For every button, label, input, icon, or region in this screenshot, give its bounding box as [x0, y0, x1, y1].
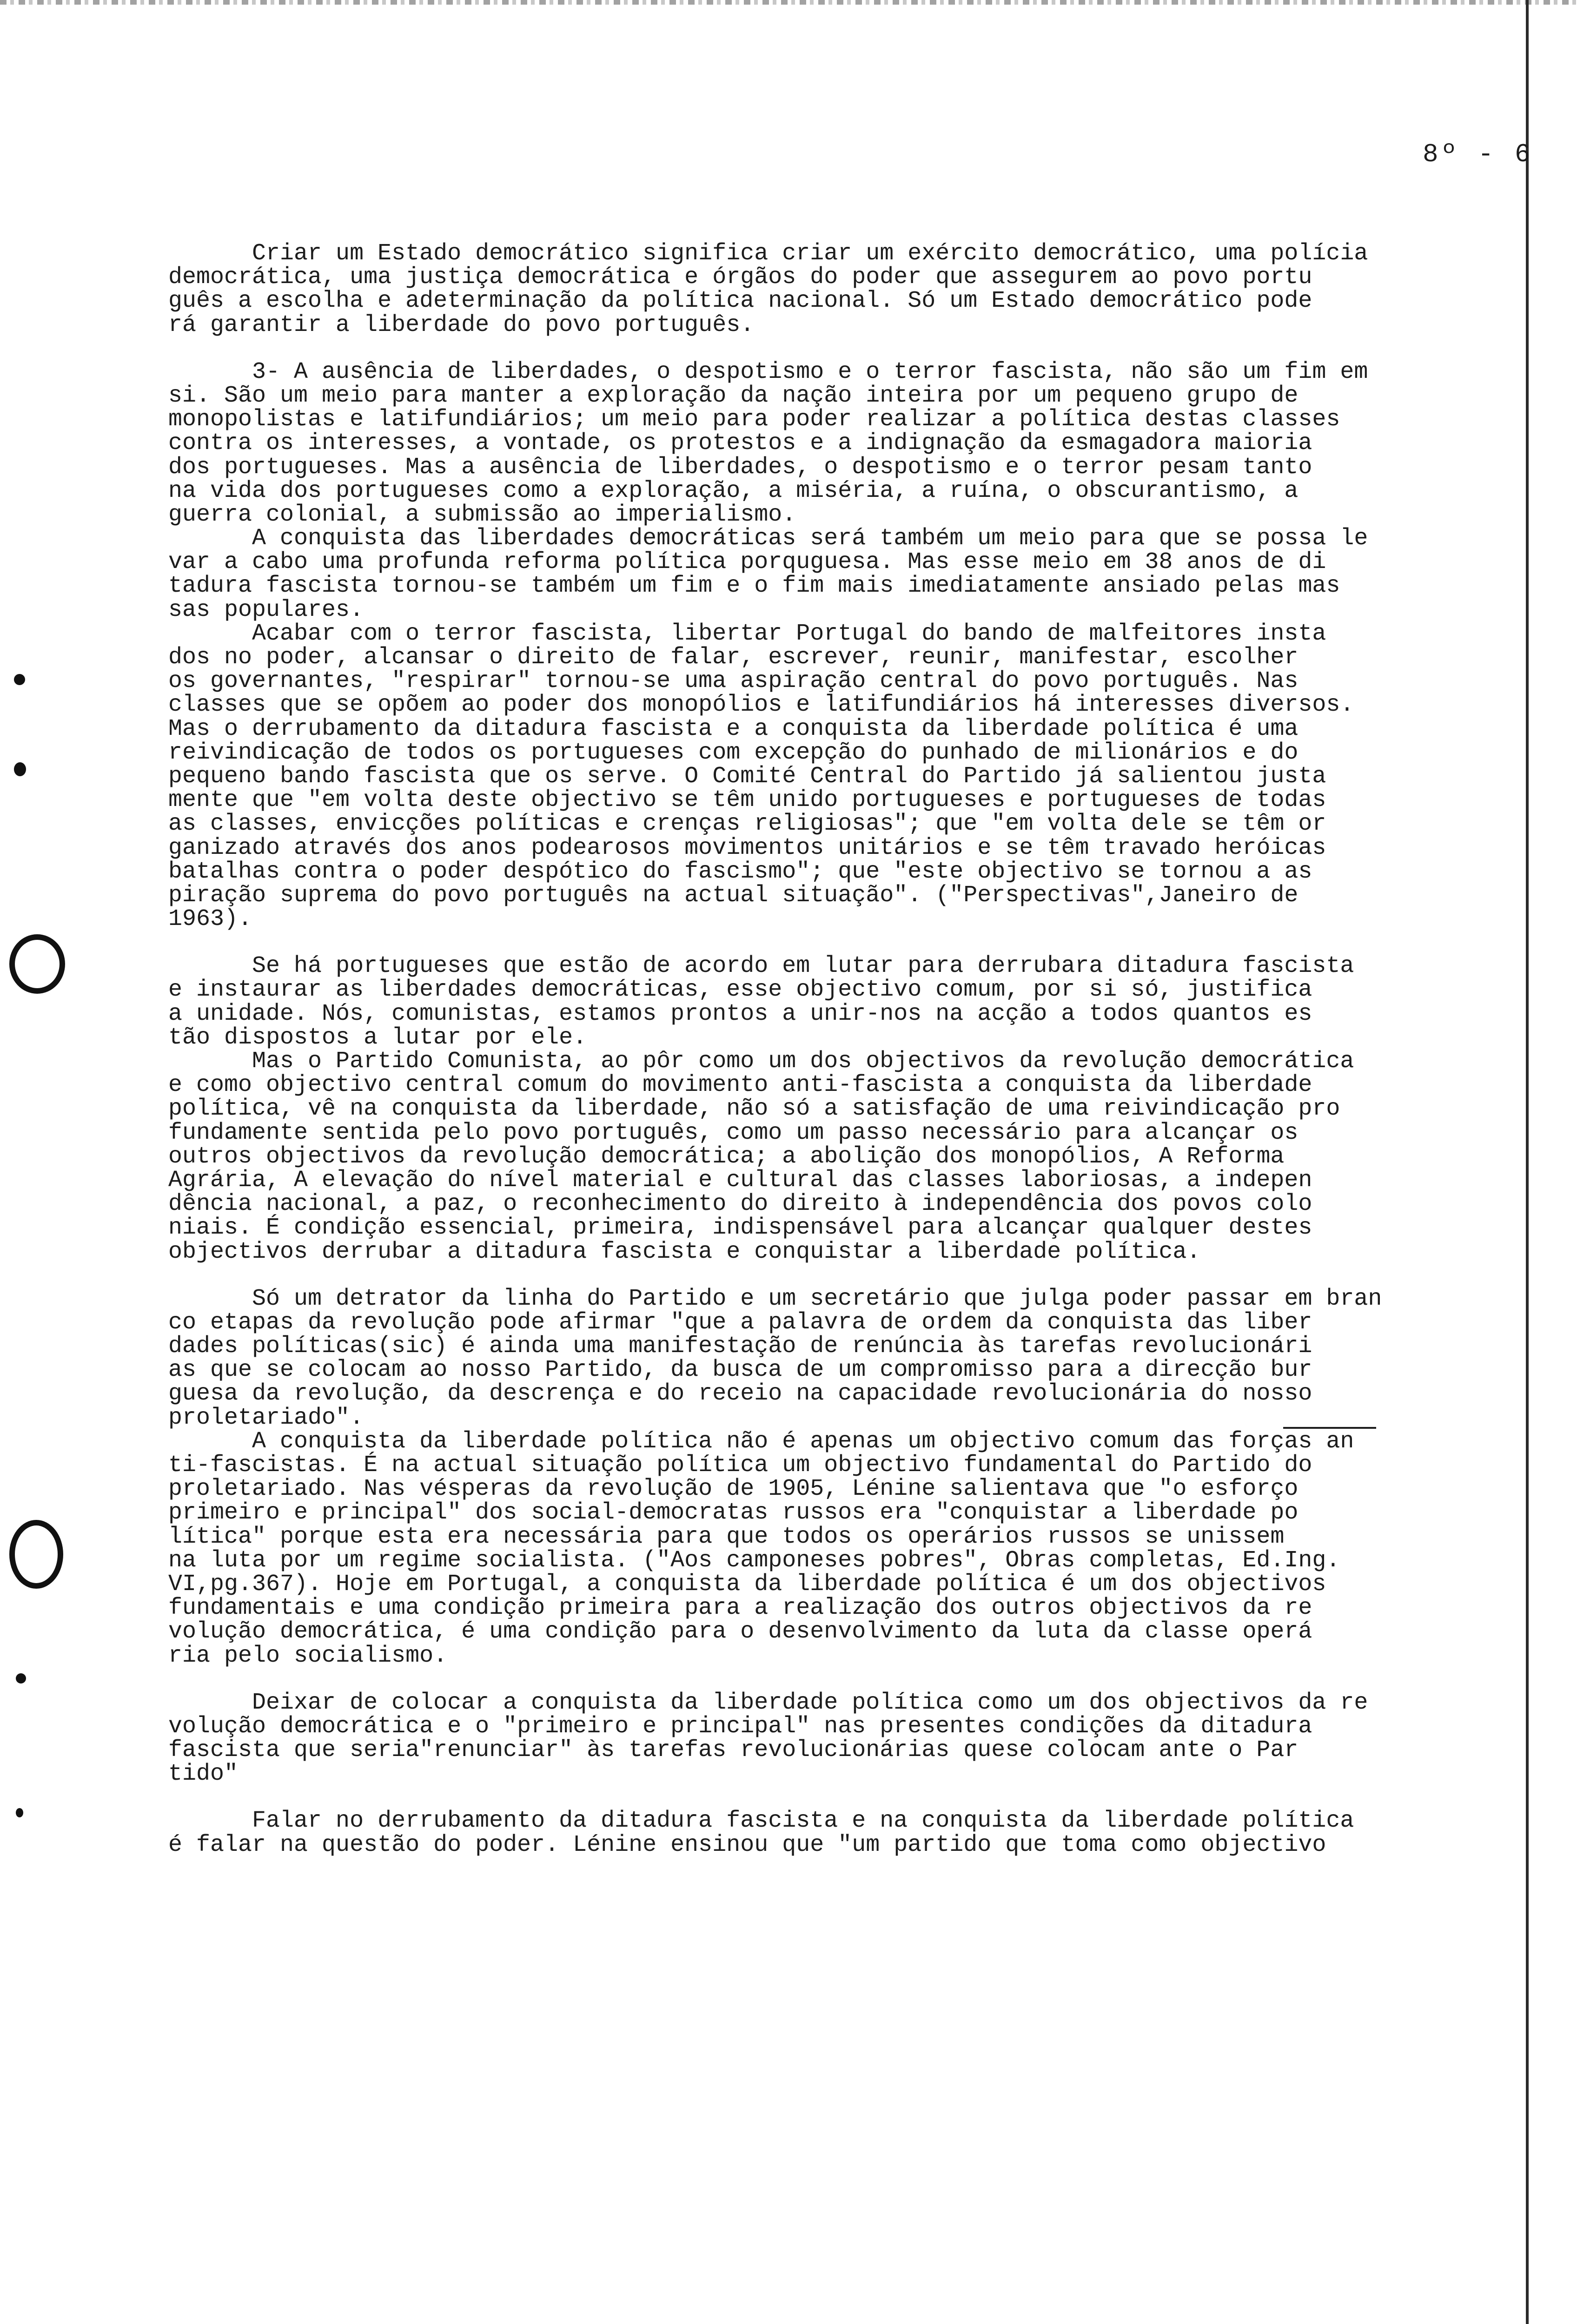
paragraph-gap — [168, 1668, 1544, 1691]
page-number: 8º - 6 — [1423, 139, 1533, 169]
paragraph-gap — [168, 931, 1544, 954]
text-line: A conquista das liberdades democráticas será também um meio para que se possa le — [168, 525, 1368, 552]
text-line: Criar um Estado democrático significa criar um exército democrático, uma polícia — [168, 240, 1368, 267]
text-line: si. São um meio para manter a exploração da nação inteira por um pequeno grupo de — [168, 382, 1299, 409]
text-line: guês a escolha e adeterminação da política nacional. Só um Estado democrático pode — [168, 288, 1312, 315]
text-line: fundamente sentida pelo povo português, como um passo necessário para alcançar os — [168, 1119, 1299, 1146]
text-line: a unidade. Nós, comunistas, estamos prontos a unir-nos na acção a todos quantos es — [168, 1000, 1312, 1027]
text-line: contra os interesses, a vontade, os protestos e a indignação da esmagadora maioria — [168, 430, 1312, 457]
paragraph — [168, 954, 1544, 1263]
text-line: ti-fascistas. É na actual situação política um objectivo fundamental do Partido do — [168, 1452, 1312, 1479]
text-line: co etapas da revolução pode afirmar "que a palavra de ordem da conquista das liber — [168, 1309, 1312, 1336]
text-line: tão dispostos a lutar por ele. — [168, 1024, 587, 1051]
text-line: Mas o Partido Comunista, ao pôr como um dos objectivos da revolução democrática — [168, 1048, 1354, 1075]
text-line: objectivos derrubar a ditadura fascista e conquistar a liberdade política. — [168, 1238, 1201, 1265]
text-line: volução democrática, é uma condição para o desenvolvimento da luta da classe operá — [168, 1618, 1312, 1645]
paragraph-gap — [168, 1786, 1544, 1809]
text-line: Agrária, A elevação do nível material e cultural das classes laboriosas, a indepen — [168, 1167, 1312, 1194]
text-line: na luta por um regime socialista. ("Aos camponeses pobres", Obras completas, Ed.Ing. — [168, 1547, 1340, 1574]
text-line: var a cabo uma profunda reforma política porquguesa. Mas esse meio em 38 anos de di — [168, 549, 1326, 576]
text-line: Falar no derrubamento da ditadura fascista e na conquista da liberdade política — [168, 1808, 1354, 1835]
text-line: na vida dos portugueses como a exploração, a miséria, a ruína, o obscurantismo, a — [168, 477, 1299, 504]
text-line: ria pelo socialismo. — [168, 1642, 448, 1669]
text-line: pequeno bando fascista que os serve. O Comité Central do Partido já salientou justa — [168, 763, 1326, 790]
text-line: dos portugueses. Mas a ausência de liberdades, o despotismo e o terror pesam tanto — [168, 454, 1312, 481]
paragraph-gap — [168, 1264, 1544, 1287]
ink-dot — [14, 674, 25, 685]
text-line: 3- A ausência de liberdades, o despotismo e o terror fascista, não são um fim em — [168, 358, 1368, 385]
text-line: outros objectivos da revolução democrática; a abolição dos monopólios, A Reforma — [168, 1143, 1285, 1170]
text-line: Mas o derrubamento da ditadura fascista e a conquista da liberdade política é uma — [168, 715, 1299, 742]
text-line: fundamentais e uma condição primeira para a realização dos outros objectivos da re — [168, 1595, 1312, 1622]
text-line: guerra colonial, a submissão ao imperialismo. — [168, 501, 796, 528]
text-line: dades políticas(sic) é ainda uma manifestação de renúncia às tarefas revolucionári — [168, 1333, 1312, 1360]
punch-hole-icon — [9, 1520, 63, 1589]
punch-hole-icon — [9, 934, 65, 994]
text-line: monopolistas e latifundiários; um meio para poder realizar a política destas classes — [168, 406, 1340, 433]
text-line: dos no poder, alcansar o direito de falar, escrever, reunir, manifestar, escolher — [168, 644, 1299, 671]
text-line: as que se colocam ao nosso Partido, da busca de um compromisso para a direcção bur — [168, 1357, 1312, 1384]
ink-dot — [16, 1808, 23, 1817]
scan-top-edge — [0, 0, 1577, 5]
text-line: proletariado". — [168, 1404, 364, 1431]
paragraph — [168, 360, 1544, 931]
text-line: reivindicação de todos os portugueses com excepção do punhado de milionários e do — [168, 739, 1299, 766]
text-line: piração suprema do povo português na actual situação". ("Perspectivas",Janeiro de — [168, 882, 1299, 909]
text-line: mente que "em volta deste objectivo se têm unido portugueses e portugueses de todas — [168, 787, 1326, 814]
text-line: volução democrática e o "primeiro e principal" nas presentes condições da ditadura — [168, 1713, 1312, 1740]
text-line: sas populares. — [168, 596, 364, 623]
ink-dot — [14, 762, 26, 776]
text-line: fascista que seria"renunciar" às tarefas revolucionárias quese colocam ante o Par — [168, 1737, 1299, 1764]
text-line: é falar na questão do poder. Lénine ensinou que "um partido que toma como objectivo — [168, 1831, 1326, 1858]
text-line: 1963). — [168, 906, 252, 933]
text-line: as classes, envicções políticas e crenças religiosas"; que "em volta dele se têm or — [168, 811, 1326, 838]
text-line: primeiro e principal" dos social-democratas russos era "conquistar a liberdade po — [168, 1499, 1299, 1526]
text-line: tido" — [168, 1761, 239, 1788]
text-line: os governantes, "respirar" tornou-se uma aspiração central do povo português. Nas — [168, 668, 1299, 695]
text-line: VI,pg.367). Hoje em Portugal, a conquista da liberdade política é um dos objectivos — [168, 1571, 1326, 1598]
ink-dot — [16, 1673, 26, 1684]
text-line: niais. É condição essencial, primeira, indispensável para alcançar qualquer destes — [168, 1215, 1312, 1241]
paragraph-gap — [168, 337, 1544, 360]
text-line: e instaurar as liberdades democráticas, esse objectivo comum, por si só, justifica — [168, 977, 1312, 1004]
text-line: Se há portugueses que estão de acordo em lutar para derrubara ditadura fascista — [168, 953, 1354, 980]
text-line: classes que se opõem ao poder dos monopólios e latifundiários há interesses diversos. — [168, 692, 1354, 719]
text-line: lítica" porque esta era necessária para que todos os operários russos se unissem — [168, 1523, 1285, 1550]
text-line: A conquista da liberdade política não é apenas um objectivo comum das forças an — [168, 1428, 1354, 1455]
text-line: Deixar de colocar a conquista da liberdade política como um dos objectivos da re — [168, 1689, 1368, 1716]
paragraph — [168, 1691, 1544, 1786]
text-line: e como objectivo central comum do movimento anti-fascista a conquista da liberdade — [168, 1072, 1312, 1099]
text-line: democrática, uma justiça democrática e órgãos do poder que assegurem ao povo portu — [168, 264, 1312, 291]
text-line: proletariado. Nas vésperas da revolução de 1905, Lénine salientava que "o esforço — [168, 1476, 1299, 1503]
paragraph — [168, 1809, 1544, 1856]
paragraph — [168, 242, 1544, 337]
text-line: política, vê na conquista da liberdade, não só a satisfação de uma reivindicação pro — [168, 1096, 1340, 1122]
paragraph — [168, 1287, 1544, 1668]
text-line: tadura fascista tornou-se também um fim e o fim mais imediatamente ansiado pelas mas — [168, 573, 1340, 600]
text-line: rá garantir a liberdade do povo português. — [168, 311, 755, 338]
body-text — [168, 242, 1544, 1857]
text-line: dência nacional, a paz, o reconhecimento do direito à independência dos povos colo — [168, 1191, 1312, 1218]
text-line: batalhas contra o poder despótico do fascismo"; que "este objectivo se tornou a as — [168, 858, 1312, 885]
text-line: Só um detrator da linha do Partido e um secretário que julga poder passar em bran — [168, 1285, 1382, 1312]
text-line: ganizado através dos anos podearosos movimentos unitários e se têm travado heróicas — [168, 834, 1326, 861]
text-line: Acabar com o terror fascista, libertar Portugal do bando de malfeitores insta — [168, 620, 1326, 647]
text-line: guesa da revolução, da descrença e do receio na capacidade revolucionária do nosso — [168, 1380, 1312, 1407]
